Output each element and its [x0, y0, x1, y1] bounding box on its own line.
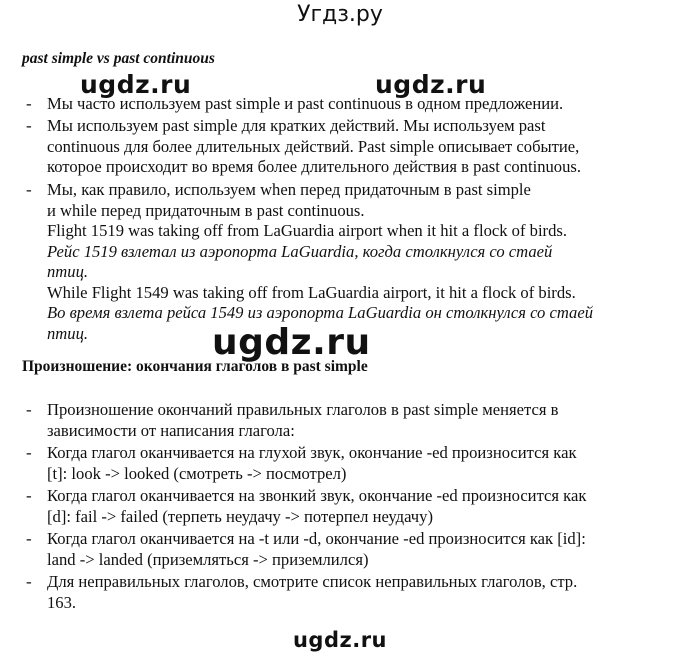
example-ru: Во время взлета рейса 1549 из аэропорта LaGuardia он столкнулся со стаей	[47, 303, 593, 322]
bullet-line: которое происходит во время более длительного действия в past continuous.	[47, 157, 581, 176]
watermark: ugdz.ru	[80, 70, 192, 99]
bullet-line: Когда глагол оканчивается на -t или -d, окончание -ed произносится как [id]:	[47, 529, 586, 548]
bullet-text	[47, 180, 647, 344]
example-ru: птиц.	[47, 323, 89, 343]
bullet-line: continuous для более длительных действий. Past simple описывает событие,	[47, 136, 580, 156]
example-en: While Flight 1549 was taking off from LaGuardia airport, it hit a flock of birds.	[47, 282, 576, 302]
bullet-line: [t]: look -> looked (смотреть -> посмотрел)	[47, 463, 347, 483]
bullet-marker: -	[26, 400, 32, 419]
example-ru: птиц.	[47, 262, 89, 281]
bullet-marker: -	[26, 572, 32, 591]
bullet-line: Когда глагол оканчивается на звонкий звук, окончание -ed произносится как	[47, 486, 587, 505]
bullet-line: Произношение окончаний правильных глаголов в past simple меняется в	[47, 400, 559, 419]
bullet-marker: -	[26, 116, 32, 135]
bullet-text	[47, 572, 647, 613]
bullet-text	[47, 529, 647, 570]
bullet-line: и while перед придаточным в past continuous.	[47, 200, 365, 220]
bullet-marker: -	[26, 180, 32, 199]
bullet-line: 163.	[47, 592, 77, 612]
bullet-line: Мы, как правило, используем when перед придаточным в past simple	[47, 180, 531, 199]
bullet-line: Когда глагол оканчивается на глухой звук, окончание -ed произносится как	[47, 443, 577, 462]
bullet-text	[47, 486, 647, 527]
bullet-marker: -	[26, 529, 32, 548]
section-title-pronunciation: Произношение: окончания глаголов в past simple	[22, 358, 368, 375]
bullet-text	[47, 400, 647, 441]
bullet-text	[47, 443, 647, 484]
bullet-text	[47, 116, 647, 178]
site-header: Угдз.ру	[297, 2, 383, 27]
bullet-line: зависимости от написания глагола:	[47, 420, 295, 440]
bullet-line: Мы часто используем past simple и past continuous в одном предложении.	[47, 94, 564, 113]
bullet-marker: -	[26, 443, 32, 462]
example-ru: Рейс 1519 взлетал из аэропорта LaGuardia, когда столкнулся со стаей	[47, 241, 553, 261]
example-en: Flight 1519 was taking off from LaGuardia airport when it hit a flock of birds.	[47, 221, 567, 240]
section-title-past-simple-vs-continuous: past simple vs past continuous	[22, 50, 215, 67]
bullet-line: Для неправильных глаголов, смотрите список неправильных глаголов, стр.	[47, 572, 578, 591]
site-footer: ugdz.ru	[292, 628, 388, 652]
bullet-marker: -	[26, 94, 32, 113]
bullet-line: land -> landed (приземляться -> приземлился)	[47, 549, 369, 569]
watermark: ugdz.ru	[212, 322, 371, 363]
bullet-marker: -	[26, 486, 32, 505]
bullet-line: Мы используем past simple для кратких действий. Мы используем past	[47, 116, 546, 135]
bullet-text	[47, 94, 647, 115]
watermark: ugdz.ru	[375, 70, 487, 99]
bullet-line: [d]: fail -> failed (терпеть неудачу -> потерпел неудачу)	[47, 506, 433, 526]
